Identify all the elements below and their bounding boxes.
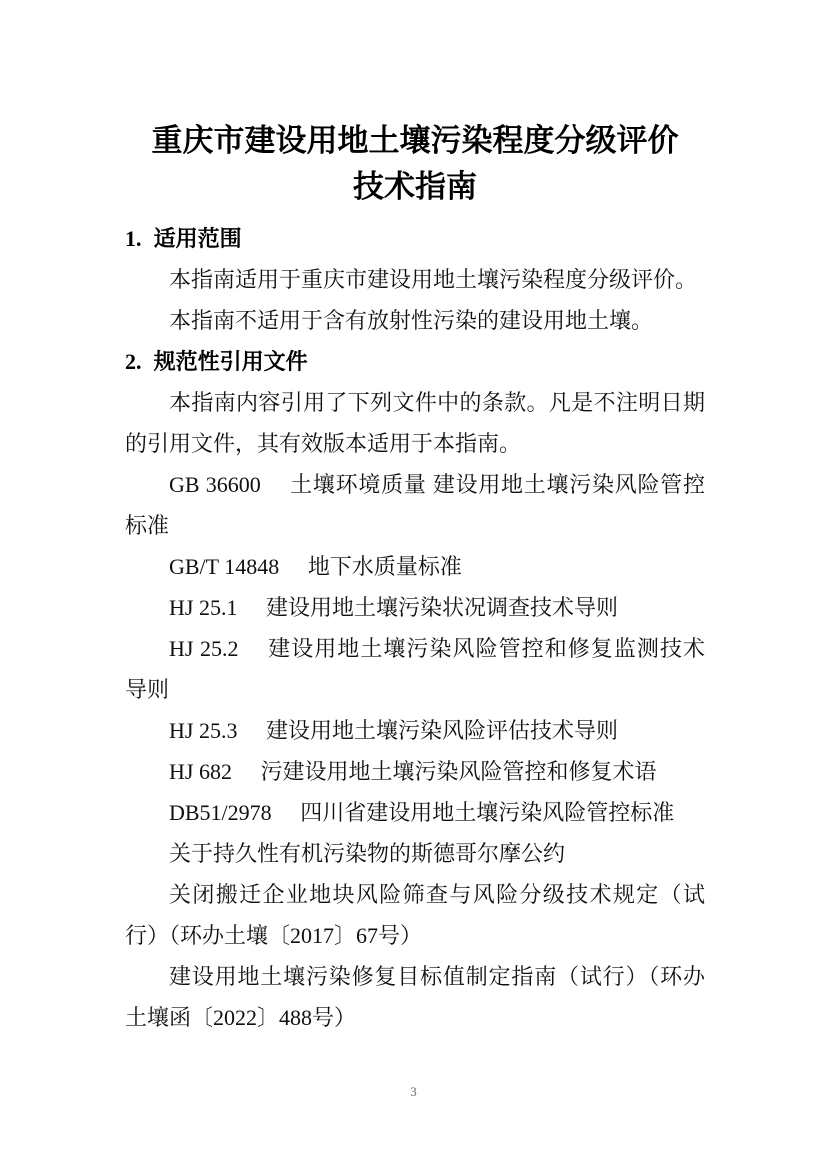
reference-item	[125, 464, 705, 546]
reference-item	[125, 587, 705, 628]
paragraph: 本指南内容引用了下列文件中的条款。凡是不注明日期的引用文件，其有效版本适用于本指南。	[125, 390, 705, 456]
reference-title: 建设用地土壤污染风险评估技术导则	[266, 718, 619, 743]
doc-title-line1: 重庆市建设用地土壤污染程度分级评价	[151, 123, 679, 158]
section-1-heading	[125, 218, 705, 259]
paragraph: 本指南不适用于含有放射性污染的建设用地土壤。	[169, 308, 654, 333]
reference-code: DB51/2978	[169, 800, 272, 825]
page-number: 3	[410, 1084, 417, 1099]
reference-item	[125, 874, 705, 956]
reference-item	[125, 628, 705, 710]
reference-item	[125, 956, 705, 1038]
reference-code: HJ 25.3	[169, 718, 238, 743]
reference-code: GB/T 14848	[169, 554, 280, 579]
reference-title: 建设用地土壤污染状况调查技术导则	[266, 595, 619, 620]
reference-code: HJ 682	[169, 759, 232, 784]
reference-item	[125, 710, 705, 751]
reference-item	[125, 792, 705, 833]
reference-title: 土壤环境质量 建设用地土壤污染风险管控标准	[125, 472, 705, 538]
paragraph: 本指南适用于重庆市建设用地土壤污染程度分级评价。	[169, 267, 698, 292]
section-1-number: 1.	[125, 226, 142, 251]
reference-title: 地下水质量标准	[307, 554, 462, 579]
reference-title: 四川省建设用地土壤污染风险管控标准	[300, 800, 675, 825]
section-2-heading	[125, 341, 705, 382]
reference-title: 建设用地土壤污染修复目标值制定指南（试行）（环办土壤函〔2022〕488号）	[125, 964, 705, 1030]
reference-item	[125, 751, 705, 792]
section-1-title: 适用范围	[153, 226, 242, 251]
section-2-number: 2.	[125, 349, 142, 374]
reference-code: HJ 25.2	[169, 636, 239, 661]
reference-code: GB 36600	[169, 472, 261, 497]
reference-item	[125, 546, 705, 587]
doc-title	[125, 118, 705, 210]
section-2-title: 规范性引用文件	[153, 349, 308, 374]
reference-item	[125, 833, 705, 874]
reference-title: 污建设用地土壤污染风险管控和修复术语	[260, 759, 657, 784]
doc-title-line2: 技术指南	[353, 169, 477, 204]
reference-title: 关闭搬迁企业地块风险筛查与风险分级技术规定（试行）（环办土壤〔2017〕67号）	[125, 882, 705, 948]
reference-title: 关于持久性有机污染物的斯德哥尔摩公约	[169, 841, 566, 866]
reference-code: HJ 25.1	[169, 595, 238, 620]
reference-title: 建设用地土壤污染风险管控和修复监测技术导则	[125, 636, 705, 702]
